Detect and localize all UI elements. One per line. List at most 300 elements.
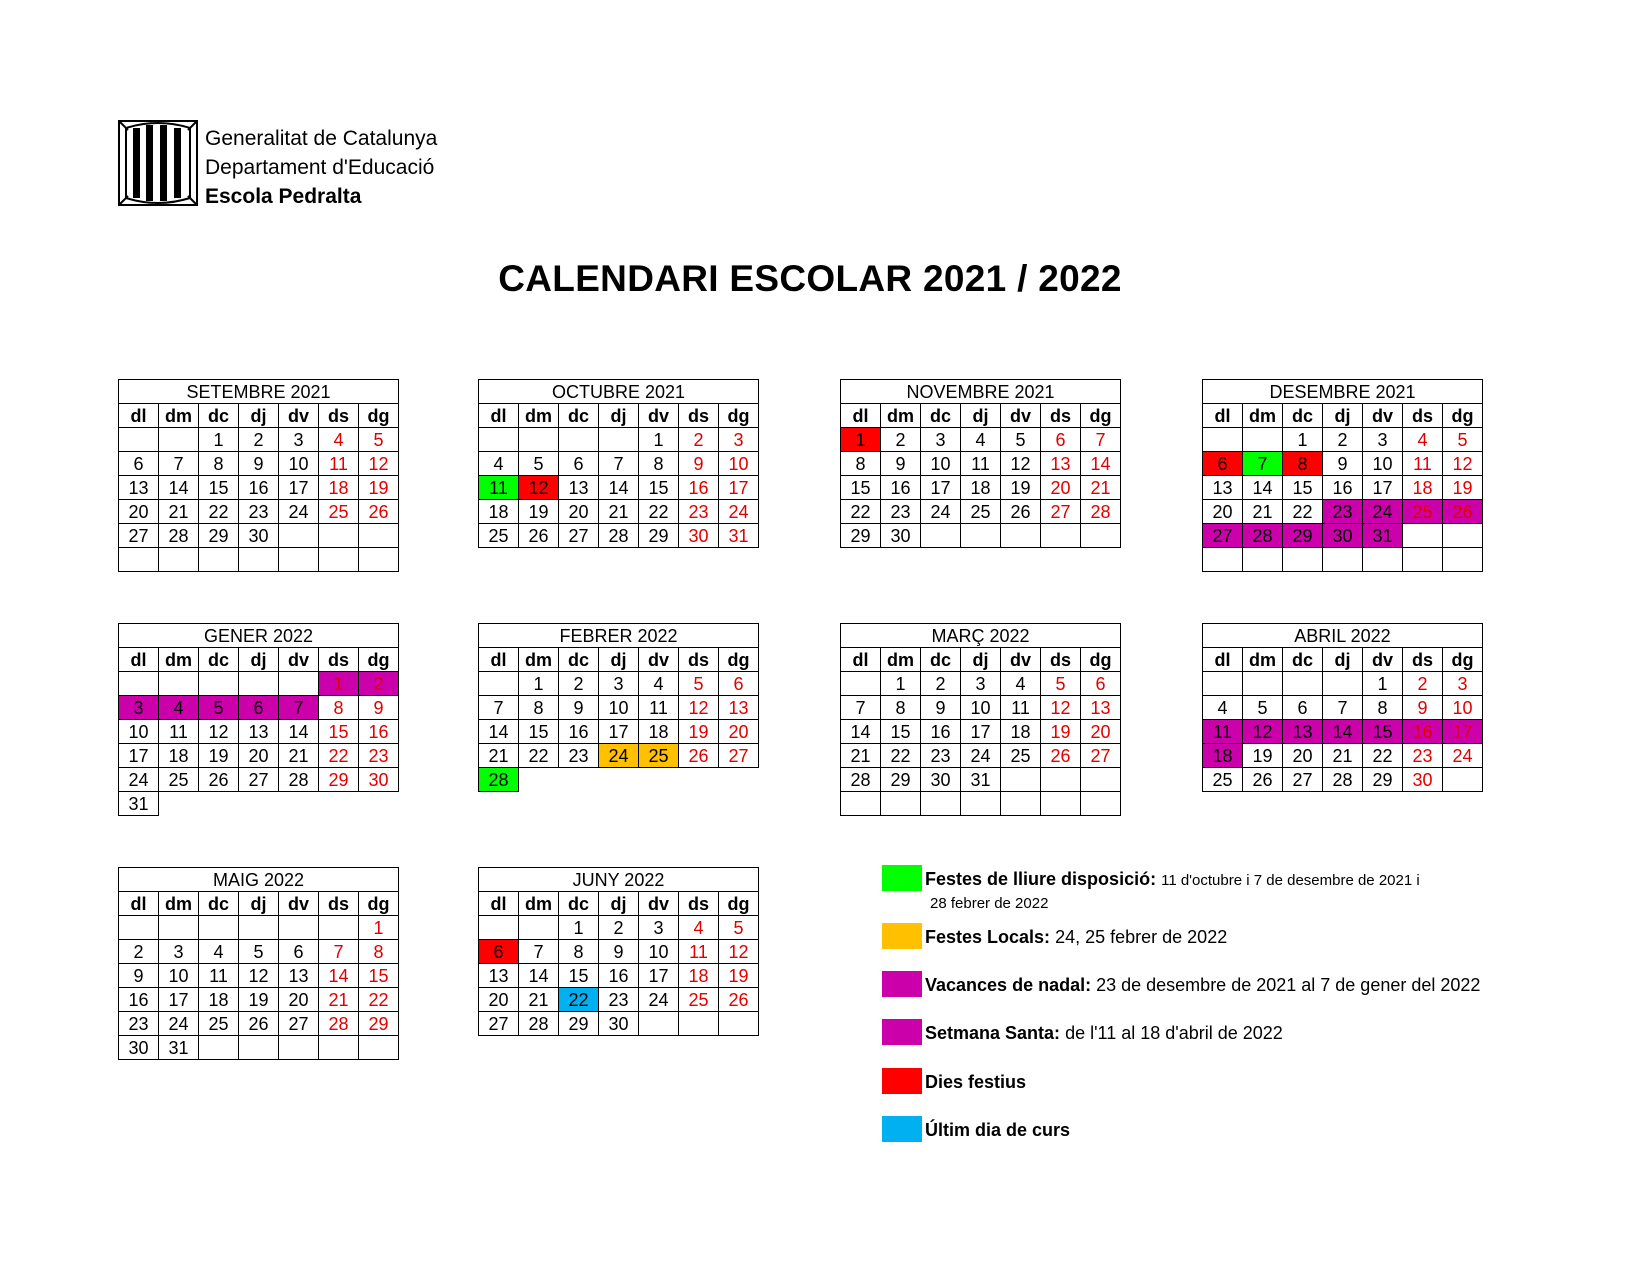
- empty-cell: [119, 916, 159, 940]
- day-cell: 19: [199, 744, 239, 768]
- day-cell: 24: [279, 500, 319, 524]
- legend-label-festius: Dies festius: [925, 1072, 1027, 1092]
- day-cell: 1: [519, 672, 559, 696]
- day-cell: 26: [199, 768, 239, 792]
- day-cell: 1: [559, 916, 599, 940]
- legend: [882, 865, 1622, 1140]
- day-cell: 4: [639, 672, 679, 696]
- empty-cell: [279, 1036, 319, 1060]
- legend-text-lliure: 11 d'octubre i 7 de desembre de 2021 i: [1161, 872, 1420, 889]
- day-cell: 2: [1403, 672, 1443, 696]
- day-cell: 25: [199, 1012, 239, 1036]
- empty-cell: [239, 1036, 279, 1060]
- day-cell: 27: [559, 524, 599, 548]
- day-cell: 7: [519, 940, 559, 964]
- weekday-header: dj: [599, 648, 639, 672]
- organization-block: [205, 124, 437, 211]
- empty-cell: [1081, 792, 1121, 816]
- day-cell: 31: [159, 1036, 199, 1060]
- day-cell: 3: [961, 672, 1001, 696]
- empty-cell: [199, 548, 239, 572]
- day-cell: 24: [961, 744, 1001, 768]
- day-cell: 20: [479, 988, 519, 1012]
- empty-cell: [199, 792, 239, 816]
- weekday-header: dj: [961, 404, 1001, 428]
- day-cell: 30: [1403, 768, 1443, 792]
- day-cell: 23: [679, 500, 719, 524]
- day-cell: 2: [559, 672, 599, 696]
- day-cell: 10: [599, 696, 639, 720]
- day-cell: 4: [1403, 428, 1443, 452]
- empty-cell: [119, 672, 159, 696]
- empty-cell: [1081, 768, 1121, 792]
- day-cell: 16: [559, 720, 599, 744]
- weekday-header: ds: [319, 892, 359, 916]
- day-cell: 12: [239, 964, 279, 988]
- day-cell: 19: [1001, 476, 1041, 500]
- day-cell: 29: [841, 524, 881, 548]
- empty-cell: [1283, 548, 1323, 572]
- weekday-header: dv: [1363, 648, 1403, 672]
- day-cell: 11: [159, 720, 199, 744]
- day-cell: 15: [559, 964, 599, 988]
- empty-cell: [719, 768, 759, 792]
- day-cell: 19: [239, 988, 279, 1012]
- day-cell: 18: [961, 476, 1001, 500]
- empty-cell: [1363, 548, 1403, 572]
- day-cell: 11: [479, 476, 519, 500]
- weekday-header: dc: [559, 892, 599, 916]
- empty-cell: [1203, 428, 1243, 452]
- legend-swatch-red: [882, 1068, 922, 1094]
- day-cell: 29: [559, 1012, 599, 1036]
- empty-cell: [961, 524, 1001, 548]
- weekday-header: dl: [479, 648, 519, 672]
- day-cell: 24: [719, 500, 759, 524]
- day-cell: 23: [1323, 500, 1363, 524]
- empty-cell: [1243, 672, 1283, 696]
- empty-cell: [159, 916, 199, 940]
- day-cell: 1: [1363, 672, 1403, 696]
- month-10: [478, 867, 759, 1036]
- day-cell: 7: [1323, 696, 1363, 720]
- day-cell: 16: [1323, 476, 1363, 500]
- weekday-header: dc: [199, 648, 239, 672]
- day-cell: 31: [719, 524, 759, 548]
- day-cell: 30: [239, 524, 279, 548]
- day-cell: 28: [159, 524, 199, 548]
- day-cell: 22: [1283, 500, 1323, 524]
- day-cell: 24: [119, 768, 159, 792]
- weekday-header: dm: [519, 648, 559, 672]
- day-cell: 8: [639, 452, 679, 476]
- day-cell: 10: [961, 696, 1001, 720]
- day-cell: 12: [1243, 720, 1283, 744]
- day-cell: 15: [639, 476, 679, 500]
- day-cell: 21: [1081, 476, 1121, 500]
- day-cell: 16: [239, 476, 279, 500]
- day-cell: 4: [679, 916, 719, 940]
- day-cell: 8: [319, 696, 359, 720]
- weekday-header: ds: [1403, 648, 1443, 672]
- day-cell: 20: [279, 988, 319, 1012]
- day-cell: 13: [1041, 452, 1081, 476]
- day-cell: 16: [921, 720, 961, 744]
- day-cell: 25: [961, 500, 1001, 524]
- month-title: FEBRER 2022: [479, 624, 759, 648]
- day-cell: 29: [319, 768, 359, 792]
- empty-cell: [559, 768, 599, 792]
- org-line-2: Departament d'Educació: [205, 156, 435, 179]
- empty-cell: [881, 792, 921, 816]
- empty-cell: [199, 672, 239, 696]
- day-cell: 2: [679, 428, 719, 452]
- empty-cell: [1001, 768, 1041, 792]
- day-cell: 8: [359, 940, 399, 964]
- weekday-header: dc: [1283, 404, 1323, 428]
- day-cell: 18: [479, 500, 519, 524]
- day-cell: 11: [199, 964, 239, 988]
- empty-cell: [279, 916, 319, 940]
- empty-cell: [719, 1012, 759, 1036]
- empty-cell: [599, 768, 639, 792]
- legend-text-lliure-2: 28 febrer de 2022: [930, 895, 1049, 912]
- day-cell: 22: [359, 988, 399, 1012]
- day-cell: 21: [279, 744, 319, 768]
- day-cell: 9: [921, 696, 961, 720]
- weekday-header: dj: [239, 404, 279, 428]
- day-cell: 26: [1001, 500, 1041, 524]
- day-cell: 12: [199, 720, 239, 744]
- weekday-header: dj: [599, 892, 639, 916]
- day-cell: 9: [119, 964, 159, 988]
- empty-cell: [559, 428, 599, 452]
- day-cell: 30: [119, 1036, 159, 1060]
- day-cell: 5: [519, 452, 559, 476]
- day-cell: 26: [359, 500, 399, 524]
- weekday-header: dg: [359, 404, 399, 428]
- day-cell: 22: [881, 744, 921, 768]
- month-7: [840, 623, 1121, 816]
- day-cell: 14: [599, 476, 639, 500]
- day-cell: 10: [279, 452, 319, 476]
- day-cell: 9: [559, 696, 599, 720]
- day-cell: 9: [679, 452, 719, 476]
- empty-cell: [1041, 768, 1081, 792]
- empty-cell: [359, 524, 399, 548]
- day-cell: 26: [519, 524, 559, 548]
- empty-cell: [479, 916, 519, 940]
- empty-cell: [239, 916, 279, 940]
- empty-cell: [1403, 524, 1443, 548]
- day-cell: 15: [881, 720, 921, 744]
- day-cell: 21: [519, 988, 559, 1012]
- empty-cell: [1443, 524, 1483, 548]
- day-cell: 28: [519, 1012, 559, 1036]
- day-cell: 6: [1283, 696, 1323, 720]
- month-6: [478, 623, 759, 792]
- month-5: [118, 623, 399, 816]
- weekday-header: dl: [119, 648, 159, 672]
- day-cell: 4: [159, 696, 199, 720]
- day-cell: 1: [639, 428, 679, 452]
- weekday-header: dc: [1283, 648, 1323, 672]
- empty-cell: [199, 1036, 239, 1060]
- day-cell: 17: [159, 988, 199, 1012]
- day-cell: 26: [1041, 744, 1081, 768]
- empty-cell: [921, 792, 961, 816]
- day-cell: 22: [1363, 744, 1403, 768]
- day-cell: 14: [319, 964, 359, 988]
- weekday-header: dl: [479, 892, 519, 916]
- day-cell: 3: [159, 940, 199, 964]
- weekday-header: ds: [1403, 404, 1443, 428]
- empty-cell: [359, 792, 399, 816]
- day-cell: 6: [719, 672, 759, 696]
- weekday-header: dj: [1323, 404, 1363, 428]
- day-cell: 4: [479, 452, 519, 476]
- day-cell: 17: [1363, 476, 1403, 500]
- day-cell: 1: [841, 428, 881, 452]
- empty-cell: [1243, 548, 1283, 572]
- weekday-header: dg: [719, 648, 759, 672]
- empty-cell: [519, 428, 559, 452]
- weekday-header: dm: [1243, 404, 1283, 428]
- empty-cell: [319, 916, 359, 940]
- empty-cell: [279, 524, 319, 548]
- day-cell: 17: [119, 744, 159, 768]
- day-cell: 3: [599, 672, 639, 696]
- day-cell: 3: [719, 428, 759, 452]
- day-cell: 24: [1443, 744, 1483, 768]
- weekday-header: dc: [559, 404, 599, 428]
- legend-label-santa: Setmana Santa:: [925, 1023, 1061, 1043]
- day-cell: 29: [1283, 524, 1323, 548]
- day-cell: 12: [1001, 452, 1041, 476]
- empty-cell: [841, 792, 881, 816]
- day-cell: 18: [639, 720, 679, 744]
- month-title: GENER 2022: [119, 624, 399, 648]
- day-cell: 11: [639, 696, 679, 720]
- day-cell: 13: [479, 964, 519, 988]
- weekday-header: dv: [1001, 404, 1041, 428]
- empty-cell: [159, 548, 199, 572]
- day-cell: 23: [921, 744, 961, 768]
- day-cell: 11: [319, 452, 359, 476]
- day-cell: 5: [719, 916, 759, 940]
- day-cell: 22: [559, 988, 599, 1012]
- day-cell: 11: [1203, 720, 1243, 744]
- empty-cell: [1203, 672, 1243, 696]
- day-cell: 9: [599, 940, 639, 964]
- day-cell: 18: [159, 744, 199, 768]
- day-cell: 27: [1203, 524, 1243, 548]
- day-cell: 4: [1001, 672, 1041, 696]
- day-cell: 21: [599, 500, 639, 524]
- empty-cell: [279, 792, 319, 816]
- school-name: Escola Pedralta: [205, 185, 362, 208]
- day-cell: 21: [841, 744, 881, 768]
- day-cell: 17: [279, 476, 319, 500]
- day-cell: 14: [159, 476, 199, 500]
- day-cell: 27: [479, 1012, 519, 1036]
- day-cell: 13: [1203, 476, 1243, 500]
- day-cell: 7: [279, 696, 319, 720]
- day-cell: 20: [239, 744, 279, 768]
- day-cell: 2: [921, 672, 961, 696]
- day-cell: 5: [239, 940, 279, 964]
- day-cell: 16: [599, 964, 639, 988]
- day-cell: 22: [199, 500, 239, 524]
- day-cell: 3: [279, 428, 319, 452]
- org-line-1: Generalitat de Catalunya: [205, 127, 438, 150]
- day-cell: 8: [559, 940, 599, 964]
- weekday-header: dl: [119, 892, 159, 916]
- day-cell: 5: [679, 672, 719, 696]
- empty-cell: [119, 428, 159, 452]
- weekday-header: dg: [1081, 648, 1121, 672]
- day-cell: 31: [961, 768, 1001, 792]
- empty-cell: [1243, 428, 1283, 452]
- empty-cell: [239, 792, 279, 816]
- day-cell: 5: [1041, 672, 1081, 696]
- weekday-header: dm: [1243, 648, 1283, 672]
- empty-cell: [1403, 548, 1443, 572]
- day-cell: 8: [1283, 452, 1323, 476]
- day-cell: 2: [599, 916, 639, 940]
- empty-cell: [1203, 548, 1243, 572]
- day-cell: 6: [1081, 672, 1121, 696]
- day-cell: 9: [881, 452, 921, 476]
- day-cell: 16: [881, 476, 921, 500]
- day-cell: 6: [1041, 428, 1081, 452]
- empty-cell: [1001, 792, 1041, 816]
- legend-label-nadal: Vacances de nadal:: [925, 975, 1092, 995]
- weekday-header: dl: [1203, 404, 1243, 428]
- weekday-header: dm: [519, 892, 559, 916]
- day-cell: 16: [679, 476, 719, 500]
- day-cell: 20: [1081, 720, 1121, 744]
- day-cell: 12: [519, 476, 559, 500]
- day-cell: 16: [359, 720, 399, 744]
- day-cell: 21: [479, 744, 519, 768]
- day-cell: 15: [199, 476, 239, 500]
- legend-label-ultim: Últim dia de curs: [925, 1120, 1071, 1140]
- weekday-header: dv: [639, 648, 679, 672]
- day-cell: 31: [1363, 524, 1403, 548]
- empty-cell: [479, 672, 519, 696]
- weekday-header: dm: [159, 404, 199, 428]
- day-cell: 1: [881, 672, 921, 696]
- day-cell: 6: [279, 940, 319, 964]
- day-cell: 17: [921, 476, 961, 500]
- empty-cell: [199, 916, 239, 940]
- empty-cell: [119, 548, 159, 572]
- empty-cell: [279, 672, 319, 696]
- day-cell: 22: [639, 500, 679, 524]
- day-cell: 23: [359, 744, 399, 768]
- weekday-header: dl: [841, 404, 881, 428]
- legend-label-locals: Festes Locals:: [925, 927, 1051, 947]
- day-cell: 18: [1403, 476, 1443, 500]
- day-cell: 7: [479, 696, 519, 720]
- day-cell: 8: [841, 452, 881, 476]
- day-cell: 14: [519, 964, 559, 988]
- empty-cell: [1323, 672, 1363, 696]
- day-cell: 20: [1283, 744, 1323, 768]
- weekday-header: ds: [319, 404, 359, 428]
- day-cell: 30: [881, 524, 921, 548]
- weekday-header: dj: [1323, 648, 1363, 672]
- weekday-header: ds: [679, 648, 719, 672]
- weekday-header: dm: [519, 404, 559, 428]
- empty-cell: [319, 1036, 359, 1060]
- day-cell: 29: [639, 524, 679, 548]
- day-cell: 20: [119, 500, 159, 524]
- empty-cell: [679, 768, 719, 792]
- day-cell: 13: [119, 476, 159, 500]
- day-cell: 16: [1403, 720, 1443, 744]
- day-cell: 12: [719, 940, 759, 964]
- empty-cell: [159, 428, 199, 452]
- day-cell: 20: [559, 500, 599, 524]
- day-cell: 14: [279, 720, 319, 744]
- day-cell: 25: [319, 500, 359, 524]
- weekday-header: dg: [719, 404, 759, 428]
- day-cell: 1: [319, 672, 359, 696]
- day-cell: 26: [719, 988, 759, 1012]
- empty-cell: [519, 768, 559, 792]
- day-cell: 15: [1363, 720, 1403, 744]
- weekday-header: dj: [239, 648, 279, 672]
- day-cell: 3: [1443, 672, 1483, 696]
- weekday-header: dv: [279, 892, 319, 916]
- empty-cell: [639, 768, 679, 792]
- day-cell: 25: [1001, 744, 1041, 768]
- day-cell: 3: [119, 696, 159, 720]
- day-cell: 1: [199, 428, 239, 452]
- day-cell: 11: [1403, 452, 1443, 476]
- empty-cell: [841, 672, 881, 696]
- legend-text-santa: de l'11 al 18 d'abril de 2022: [1065, 1023, 1283, 1043]
- day-cell: 6: [119, 452, 159, 476]
- day-cell: 17: [599, 720, 639, 744]
- day-cell: 26: [679, 744, 719, 768]
- weekday-header: dm: [159, 892, 199, 916]
- day-cell: 30: [679, 524, 719, 548]
- month-title: SETEMBRE 2021: [119, 380, 399, 404]
- day-cell: 10: [119, 720, 159, 744]
- legend-swatch-magenta: [882, 971, 922, 997]
- empty-cell: [239, 548, 279, 572]
- month-8: [1202, 623, 1483, 792]
- day-cell: 17: [719, 476, 759, 500]
- weekday-header: dl: [1203, 648, 1243, 672]
- day-cell: 12: [1443, 452, 1483, 476]
- month-2: [478, 379, 759, 548]
- day-cell: 12: [679, 696, 719, 720]
- day-cell: 4: [1203, 696, 1243, 720]
- day-cell: 2: [119, 940, 159, 964]
- legend-label-lliure: Festes de lliure disposició:: [925, 869, 1157, 889]
- day-cell: 7: [319, 940, 359, 964]
- day-cell: 26: [239, 1012, 279, 1036]
- day-cell: 23: [559, 744, 599, 768]
- month-title: MAIG 2022: [119, 868, 399, 892]
- empty-cell: [599, 428, 639, 452]
- day-cell: 14: [1243, 476, 1283, 500]
- weekday-header: dj: [599, 404, 639, 428]
